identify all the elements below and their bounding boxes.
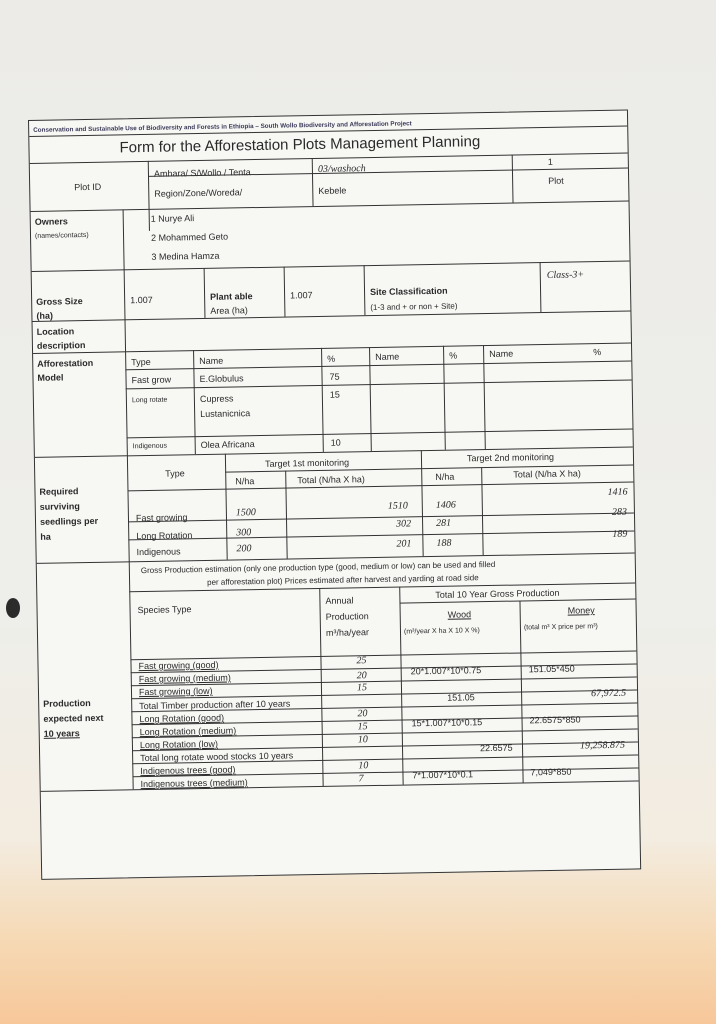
- gross-size-value: 1.007: [130, 294, 153, 306]
- t1-nha-header: N/ha: [235, 476, 255, 487]
- target2-header: Target 2nd monitoring: [466, 451, 555, 464]
- prod-money-total: 19,258.875: [579, 739, 626, 752]
- model-label: Afforestation: [37, 357, 94, 369]
- prod-money: 7,049*850: [530, 766, 572, 778]
- region-label: Region/Zone/Woreda/: [154, 187, 243, 199]
- model-row-type: Fast grow: [131, 374, 172, 386]
- model-type-header: Type: [131, 356, 151, 368]
- kebele-value: 03/washoch: [317, 163, 366, 175]
- plot-id-label: Plot ID: [74, 181, 102, 193]
- prod-species: Fast growing (low): [138, 685, 213, 698]
- seedling-row-n2: 281: [436, 517, 452, 529]
- t2-total-header: Total (N/ha X ha): [513, 468, 581, 480]
- prod-annual: 15: [356, 682, 368, 694]
- model-row-type: Long rotate: [131, 396, 168, 405]
- seedling-row-t2: 283: [611, 506, 628, 518]
- owners-label: Owners: [34, 216, 68, 227]
- production-note-2: per afforestation plot) Prices estimated after harvest and yarding at road side: [207, 573, 479, 587]
- annual-header: Production: [325, 611, 369, 622]
- model-name3-header: Name: [489, 348, 514, 359]
- seedling-row-t1: 1510: [387, 500, 408, 512]
- owner-item: 1 Nurye Ali: [150, 213, 195, 224]
- production-note: Gross Production estimation (only one production type (good, medium or low) can be used and filled: [140, 559, 496, 576]
- model-pct-header: %: [327, 353, 336, 364]
- seedling-row-n1: 1500: [235, 507, 256, 519]
- seedlings-label: surviving: [39, 501, 80, 512]
- project-header: Conservation and Sustainable Use of Biodiversity and Forests in Ethiopia – South Wollo Biodiversity and Afforestation Project: [33, 120, 412, 134]
- plot-label: Plot: [548, 175, 564, 186]
- annual-header: m³/ha/year: [325, 627, 370, 638]
- owners-sublabel: (names/contacts): [34, 231, 89, 240]
- production-label: expected next: [43, 712, 104, 724]
- model-label-2: Model: [37, 372, 64, 383]
- prod-species: Indigenous trees (medium): [140, 777, 248, 790]
- model-row-name: Cupress: [199, 393, 234, 405]
- kebele-label: Kebele: [318, 185, 347, 196]
- model-row-name: Olea Africana: [200, 439, 255, 451]
- prod-species: Fast growing (medium): [138, 672, 231, 685]
- prod-species: Long Rotation (good): [139, 712, 225, 725]
- model-name2-header: Name: [375, 351, 400, 362]
- seedling-row-n1: 300: [236, 527, 252, 539]
- prod-money: 151.05*450: [528, 663, 575, 675]
- model-name-header: Name: [199, 355, 224, 367]
- model-row-name: E.Globulus: [199, 373, 244, 385]
- model-pct3-header: %: [593, 347, 602, 358]
- form-sheet: [28, 110, 641, 880]
- t2-nha-header: N/ha: [435, 471, 455, 482]
- seedlings-type-header: Type: [165, 468, 185, 479]
- model-row-pct: 75: [329, 371, 340, 382]
- region-value: Amhara/ S/Wollo / Tenta: [153, 167, 251, 179]
- species-type-header: Species Type: [137, 604, 192, 616]
- prod-wood: 20*1.007*10*0.75: [410, 665, 482, 677]
- seedlings-label: ha: [40, 531, 51, 542]
- owner-item: 2 Mohammed Geto: [150, 231, 229, 243]
- production-label: Production: [43, 697, 91, 709]
- seedling-row-type: Indigenous: [136, 546, 181, 558]
- prod-annual: 20: [357, 708, 368, 720]
- plantable-value: 1.007: [290, 290, 313, 301]
- prod-annual: 10: [358, 760, 369, 772]
- prod-species: Fast growing (good): [138, 659, 219, 672]
- prod-annual: 10: [357, 734, 368, 746]
- prod-wood: 7*1.007*10*0.1: [412, 769, 474, 781]
- seedling-row-t2: 189: [612, 528, 628, 540]
- site-class-sub: (1-3 and + or non + Site): [370, 301, 458, 313]
- seedlings-label: Required: [39, 486, 79, 497]
- gross-size-label: Gross Size: [36, 296, 83, 307]
- seedling-row-t1: 302: [396, 518, 412, 530]
- prod-money: 22.6575*850: [529, 714, 581, 726]
- punch-hole: [6, 598, 20, 618]
- owner-item: 3 Medina Hamza: [151, 250, 220, 262]
- prod-wood-total: 151.05: [447, 692, 475, 703]
- plot-value: 1: [547, 156, 553, 167]
- wood-unit: (m³/year X ha X 10 X %): [403, 627, 480, 636]
- prod-species-total: Total Timber production after 10 years: [139, 698, 291, 712]
- model-row-pct: 10: [330, 437, 341, 448]
- model-pct2-header: %: [449, 350, 458, 361]
- target1-header: Target 1st monitoring: [264, 457, 350, 469]
- total10-header: Total 10 Year Gross Production: [435, 587, 560, 600]
- prod-species: Long Rotation (low): [139, 738, 219, 751]
- gross-size-unit: (ha): [36, 310, 54, 321]
- t1-total-header: Total (N/ha X ha): [297, 474, 365, 486]
- seedling-row-n2: 188: [436, 537, 452, 549]
- prod-annual: 20: [356, 670, 367, 682]
- site-class-label: Site Classification: [369, 285, 448, 298]
- model-row-type: Indigenous: [132, 442, 168, 451]
- prod-money-total: 67,972.5: [591, 687, 627, 700]
- prod-species: Indigenous trees (good): [140, 764, 236, 777]
- seedling-row-t2: 1416: [607, 486, 628, 498]
- seedling-row-t1: 201: [396, 538, 412, 550]
- annual-header: Annual: [325, 595, 354, 606]
- seedling-row-n1: 200: [236, 543, 252, 555]
- prod-species: Long Rotation (medium): [139, 725, 237, 738]
- prod-annual: 15: [357, 721, 368, 733]
- site-class-value: Class-3+: [546, 269, 585, 281]
- seedling-row-n2: 1406: [435, 499, 456, 511]
- money-unit: (total m³ X price per m³): [523, 623, 598, 632]
- prod-wood: 15*1.007*10*0.15: [411, 717, 483, 729]
- production-label: 10 years: [43, 728, 80, 739]
- seedling-row-type: Long Rotation: [136, 530, 193, 542]
- prod-species-total: Total long rotate wood stocks 10 years: [140, 750, 294, 764]
- money-header: Money: [567, 605, 595, 616]
- prod-wood-total: 22.6575: [479, 742, 513, 754]
- prod-annual: 25: [356, 655, 367, 667]
- prod-annual: 7: [358, 773, 364, 785]
- location-label-2: description: [36, 340, 86, 351]
- plantable-unit: Area (ha): [210, 305, 248, 316]
- wood-header: Wood: [447, 609, 472, 620]
- plantable-label: Plant able: [210, 291, 253, 302]
- location-label: Location: [36, 326, 75, 337]
- model-row-name-line2: Lustanicnica: [200, 408, 251, 420]
- model-row-pct: 15: [329, 389, 340, 400]
- seedlings-label: seedlings per: [39, 515, 99, 527]
- seedling-row-type: Fast growing: [135, 512, 188, 524]
- form-title: Form for the Afforestation Plots Management Planning: [119, 133, 481, 157]
